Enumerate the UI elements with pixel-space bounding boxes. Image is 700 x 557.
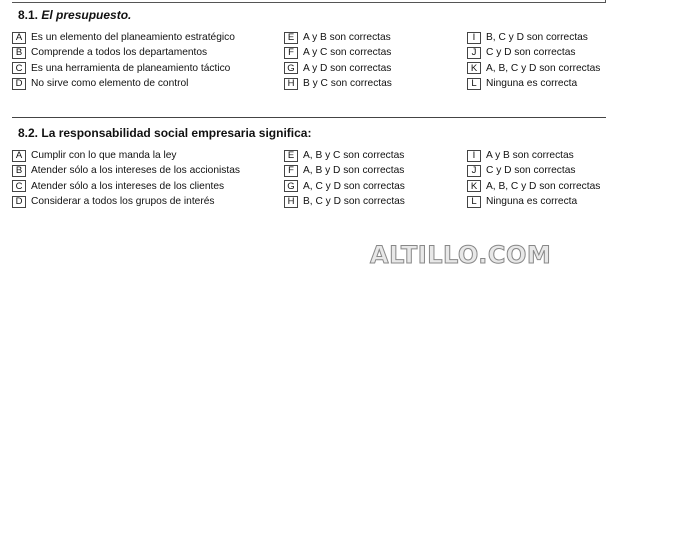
option-i[interactable] xyxy=(467,30,600,45)
option-text: A y D son correctas xyxy=(303,62,392,74)
option-letter-box: C xyxy=(12,180,26,192)
option-b[interactable] xyxy=(12,163,240,178)
option-c[interactable] xyxy=(12,61,235,76)
top-rule xyxy=(12,2,606,3)
option-h[interactable] xyxy=(284,76,392,91)
option-letter-box: G xyxy=(284,62,298,74)
option-text: A, B, C y D son correctas xyxy=(486,180,601,192)
question-text: El presupuesto. xyxy=(41,8,132,22)
option-text: A y C son correctas xyxy=(303,47,392,59)
options-grid xyxy=(12,30,606,94)
option-text: No sirve como elemento de control xyxy=(31,78,189,90)
option-text: Comprende a todos los departamentos xyxy=(31,47,208,59)
option-text: Atender sólo a los intereses de los accionistas xyxy=(31,165,240,177)
option-letter-box: L xyxy=(467,196,481,208)
option-letter-box: H xyxy=(284,196,298,208)
option-letter-box: F xyxy=(284,47,298,59)
option-text: A y B son correctas xyxy=(303,32,391,44)
option-i[interactable] xyxy=(467,148,600,163)
option-text: C y D son correctas xyxy=(486,47,576,59)
option-letter-box: A xyxy=(12,150,26,162)
option-h[interactable] xyxy=(284,194,405,209)
option-letter-box: K xyxy=(467,62,481,74)
option-text: A, B y C son correctas xyxy=(303,150,405,162)
option-letter-box: D xyxy=(12,78,26,90)
option-text: B, C y D son correctas xyxy=(486,32,588,44)
option-text: Es una herramienta de planeamiento táctico xyxy=(31,62,231,74)
option-f[interactable] xyxy=(284,45,392,60)
option-e[interactable] xyxy=(284,30,392,45)
option-text: B y C son correctas xyxy=(303,78,392,90)
option-letter-box: E xyxy=(284,150,298,162)
option-text: Ninguna es correcta xyxy=(486,78,578,90)
options-column xyxy=(284,148,405,209)
options-column xyxy=(467,30,600,91)
options-column xyxy=(12,30,235,91)
option-text: A, B y D son correctas xyxy=(303,165,405,177)
option-letter-box: I xyxy=(467,32,481,44)
option-letter-box: I xyxy=(467,150,481,162)
option-a[interactable] xyxy=(12,30,235,45)
question-number: 8.2. xyxy=(18,126,39,140)
option-text: A, B, C y D son correctas xyxy=(486,62,601,74)
option-g[interactable] xyxy=(284,61,392,76)
option-g[interactable] xyxy=(284,179,405,194)
option-a[interactable] xyxy=(12,148,240,163)
option-letter-box: H xyxy=(284,78,298,90)
option-letter-box: L xyxy=(467,78,481,90)
option-text: A, C y D son correctas xyxy=(303,180,405,192)
option-letter-box: A xyxy=(12,32,26,44)
option-letter-box: E xyxy=(284,32,298,44)
option-d[interactable] xyxy=(12,76,235,91)
option-d[interactable] xyxy=(12,194,240,209)
option-j[interactable] xyxy=(467,163,600,178)
question-title xyxy=(12,122,606,144)
option-letter-box: F xyxy=(284,165,298,177)
option-text: B, C y D son correctas xyxy=(303,196,405,208)
options-grid xyxy=(12,148,606,212)
option-e[interactable] xyxy=(284,148,405,163)
section-divider xyxy=(12,117,606,118)
option-text: Cumplir con lo que manda la ley xyxy=(31,150,177,162)
option-k[interactable] xyxy=(467,179,600,194)
option-c[interactable] xyxy=(12,179,240,194)
option-f[interactable] xyxy=(284,163,405,178)
watermark-logo: ALTILLO.COM xyxy=(370,241,552,269)
option-letter-box: J xyxy=(467,47,481,59)
option-text: Ninguna es correcta xyxy=(486,196,578,208)
option-letter-box: G xyxy=(284,180,298,192)
option-text: Considerar a todos los grupos de interés xyxy=(31,196,215,208)
question-title xyxy=(12,4,606,26)
option-text: C y D son correctas xyxy=(486,165,576,177)
option-letter-box: B xyxy=(12,47,26,59)
option-l[interactable] xyxy=(467,76,600,91)
option-l[interactable] xyxy=(467,194,600,209)
question-8-2 xyxy=(12,117,606,212)
option-letter-box: K xyxy=(467,180,481,192)
options-column xyxy=(284,30,392,91)
question-text: La responsabilidad social empresaria significa: xyxy=(41,126,312,140)
option-letter-box: C xyxy=(12,62,26,74)
option-text: Atender sólo a los intereses de los clientes xyxy=(31,180,225,192)
options-column xyxy=(12,148,240,209)
option-letter-box: B xyxy=(12,165,26,177)
option-j[interactable] xyxy=(467,45,600,60)
option-letter-box: J xyxy=(467,165,481,177)
option-letter-box: D xyxy=(12,196,26,208)
question-8-1 xyxy=(12,4,606,94)
options-column xyxy=(467,148,600,209)
option-k[interactable] xyxy=(467,61,600,76)
option-text: A y B son correctas xyxy=(486,150,574,162)
question-number: 8.1. xyxy=(18,8,39,22)
option-b[interactable] xyxy=(12,45,235,60)
option-text: Es un elemento del planeamiento estratégico xyxy=(31,32,235,44)
